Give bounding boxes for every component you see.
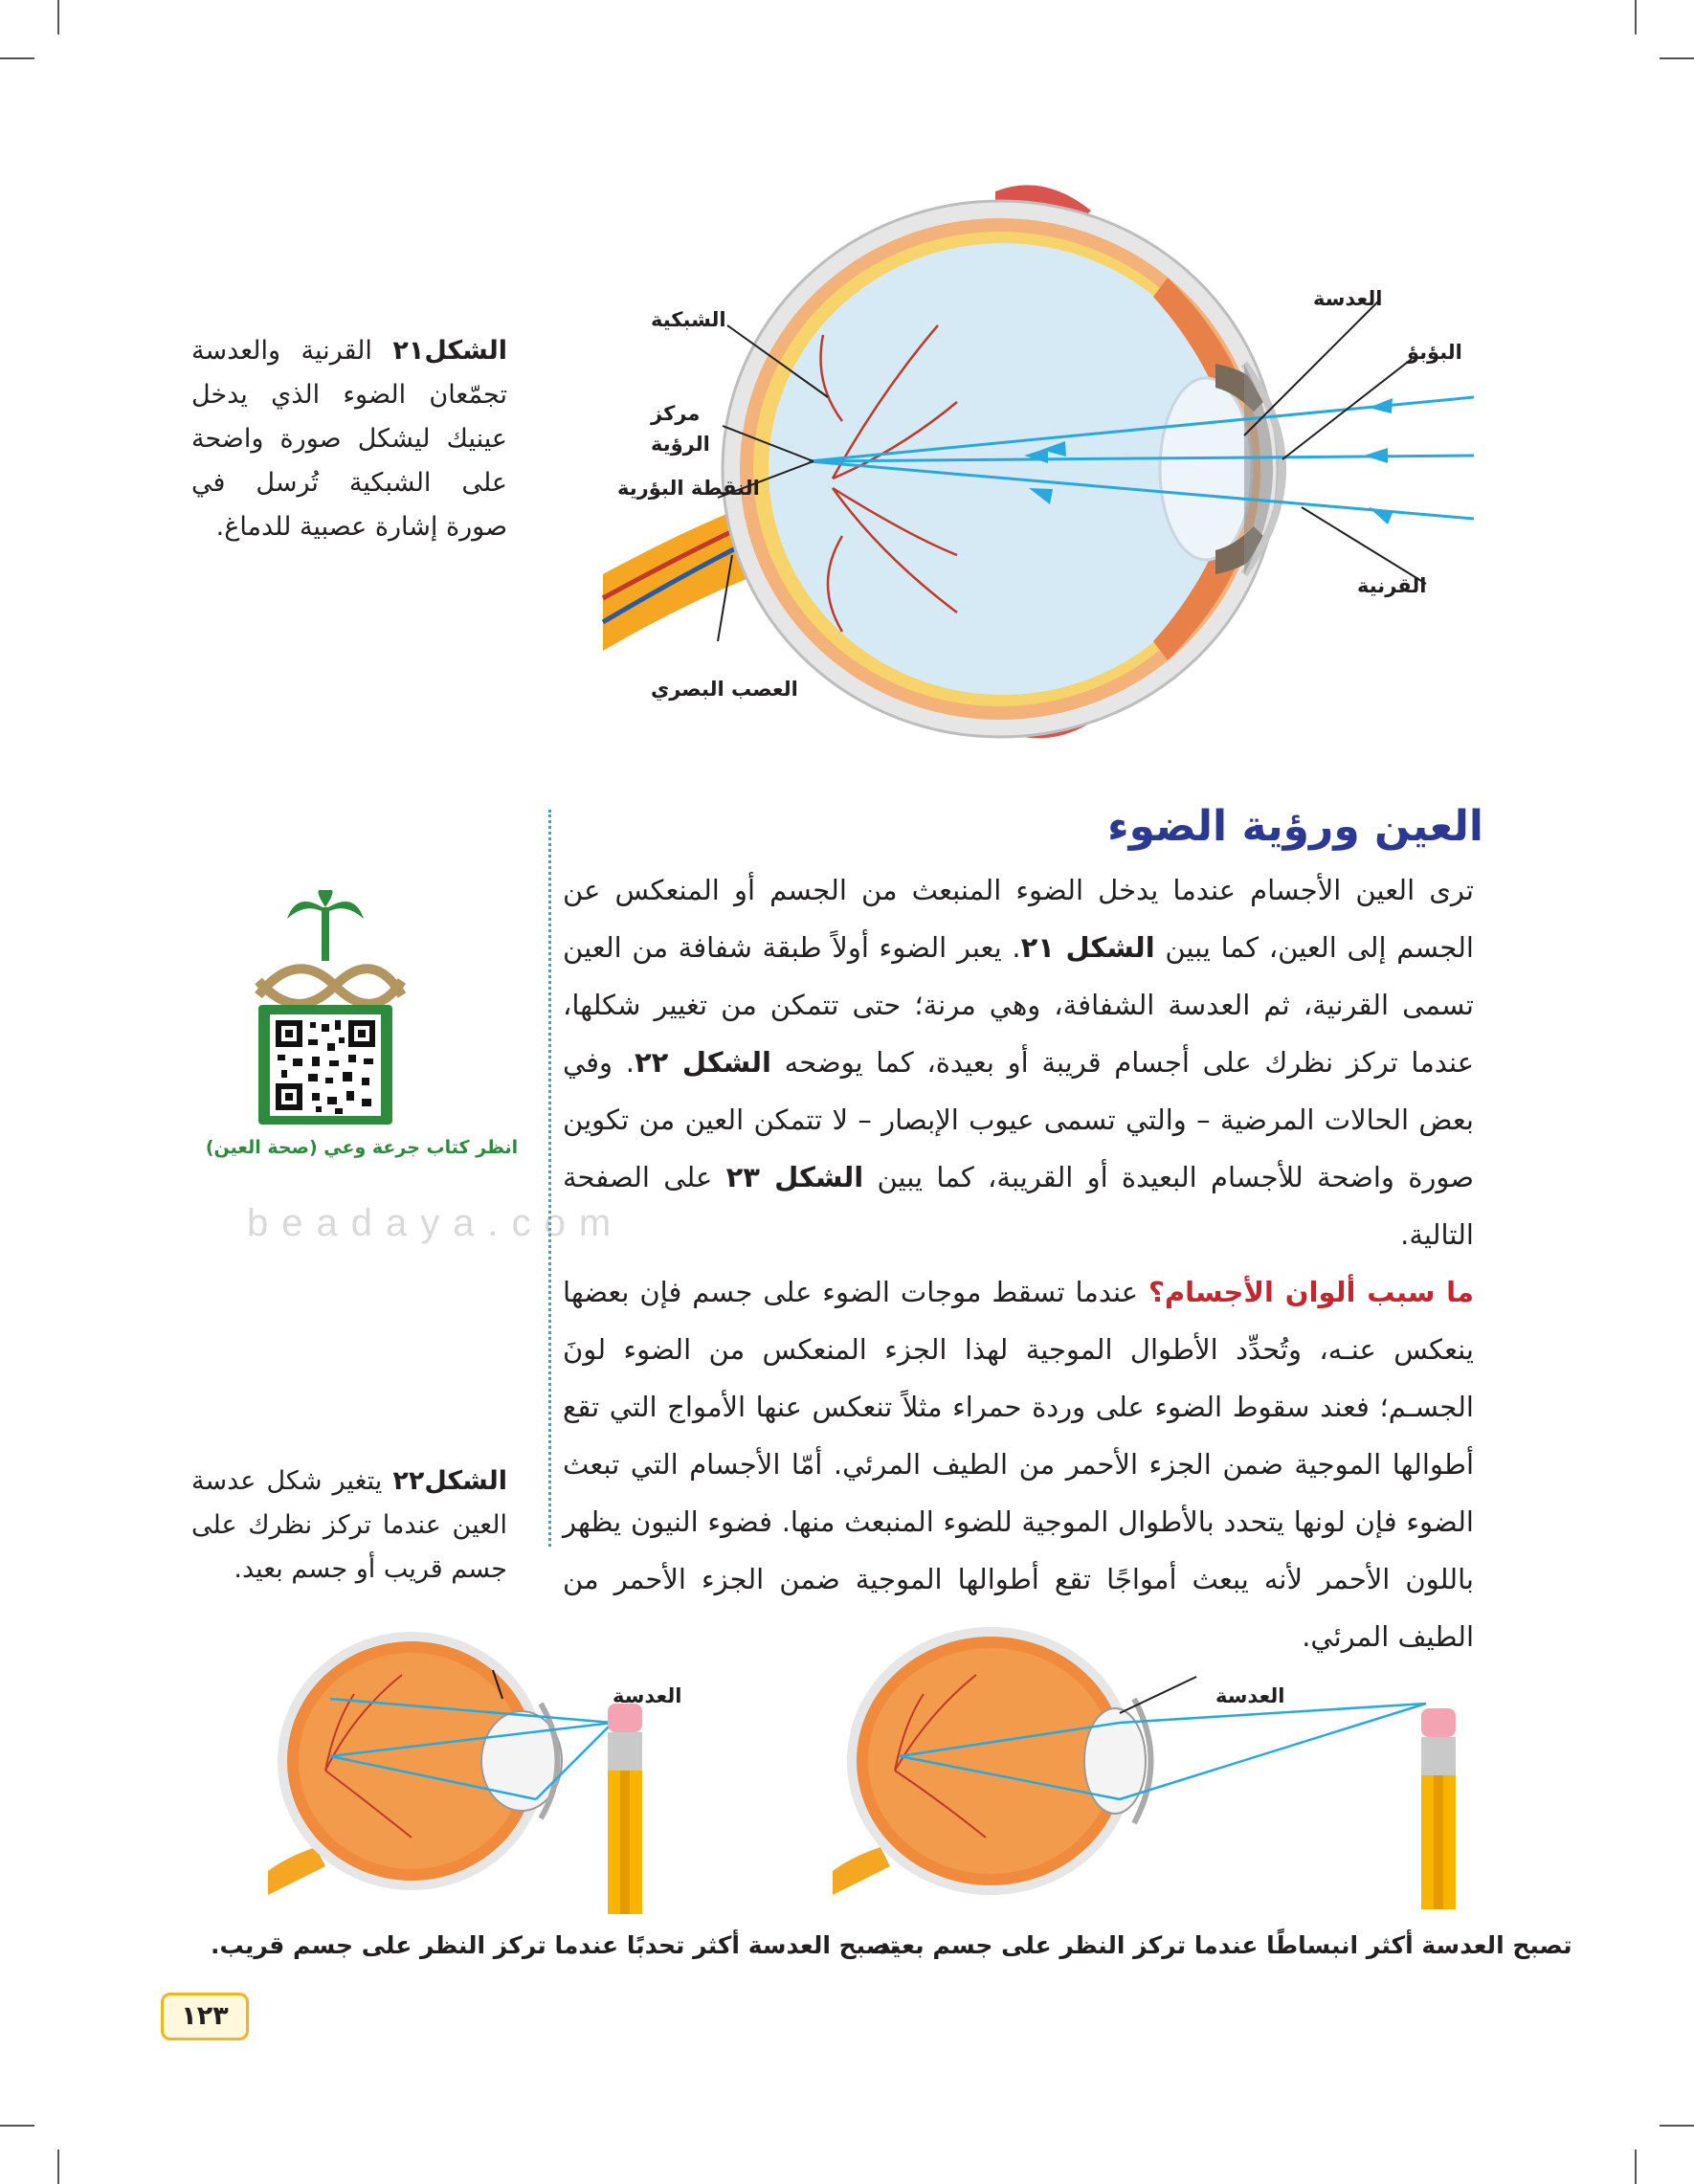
- crop-mark: [0, 2125, 34, 2127]
- section-title: العين ورؤية الضوء: [1107, 802, 1483, 851]
- figure-22-text: يتغير شكل عدسة العين عندما تركز نظرك على جسم قريب أو جسم بعيد.: [191, 1466, 507, 1584]
- label-fovea-2: الرؤية: [651, 433, 710, 456]
- caption-near: تصبح العدسة أكثر تحدبًا عندما تركز النظر على جسم قريب.: [211, 1931, 899, 1959]
- section-body: [563, 861, 1474, 1665]
- eye-diagram-far: [833, 1608, 1464, 1914]
- label-lens: العدسة: [1313, 287, 1383, 310]
- health-logo-qr: [239, 890, 412, 1129]
- page-number: ١٢٣: [161, 1993, 249, 2040]
- label-lens-far: العدسة: [1215, 1684, 1285, 1707]
- figure-21-label: الشكل٢١: [392, 336, 507, 366]
- watermark: beadaya.com: [247, 1202, 625, 1244]
- paragraph-2-text: عندما تسقط موجات الضوء على جسم فإن بعضها ينعكس عنـه، وتُحدِّد الأطوال الموجية لهذا الجزء المنعكس من الضوء لونَ الجسـم؛ فعند سقوط الضوء على وردة حمراء مثلاً تنعكس عنها الأمواج التي تقع أطوالها الموجية ضمن الجزء الأحمر من الطيف المرئي. أمّا الأجسام التي تبعث الضوء فإن لونها يتحدد بالأطوال الموجية للضوء المنبعث منها. فضوء النيون يظهر باللون الأحمر لأنه يبعث أمواجًا تقع أطوالها الموجية ضمن الجزء الأحمر من الطيف المرئي.: [563, 1276, 1474, 1653]
- crop-mark: [0, 57, 34, 59]
- pencil-icon: [1421, 1708, 1456, 1909]
- paragraph-1-part: ترى العين الأجسام عندما يدخل الضوء المنبعث من الجسم أو المنعكس عن الجسم إلى العين، كما يبين: [563, 874, 1474, 964]
- label-focal-point: النقطة البؤرية: [617, 477, 760, 500]
- palm-icon: [287, 890, 364, 961]
- crop-mark: [57, 0, 59, 34]
- paragraph-1-part: . يعبر الضوء أولاً طبقة شفافة من العين تسمى القرنية، ثم العدسة الشفافة، وهي مرنة؛ حتى تتمكن من تغيير شكلها، عندما تركز نظرك على أجسام قريبة أو بعيدة، كما يوضحه: [563, 931, 1474, 1079]
- question-heading: ما سبب ألوان الأجسام؟: [1148, 1276, 1474, 1308]
- label-optic-nerve: العصب البصري: [651, 678, 798, 701]
- figure-21-caption: [191, 329, 507, 549]
- paragraph-1-part: على الصفحة التالية.: [563, 1161, 1474, 1251]
- eye-diagram-near: [268, 1608, 689, 1914]
- label-fovea-1: مركز: [651, 402, 701, 425]
- label-lens-near: العدسة: [613, 1684, 682, 1707]
- figure-21-text: القرنية والعدسة تجمّعان الضوء الذي يدخل عينيك ليشكل صورة واضحة على الشبكية تُرسل في صورة إشارة عصبية للدماغ.: [191, 336, 507, 542]
- crop-mark: [1635, 2150, 1637, 2184]
- crop-mark: [1660, 57, 1694, 59]
- eye-diagram-main: [593, 172, 1474, 766]
- label-retina: الشبكية: [651, 308, 726, 331]
- pencil-icon: [608, 1704, 642, 1914]
- paragraph-2: [563, 1263, 1474, 1665]
- figure-ref-23: الشكل ٢٣: [725, 1161, 864, 1193]
- figure-ref-21: الشكل ٢١: [1020, 931, 1155, 964]
- label-cornea: القرنية: [1357, 574, 1427, 597]
- paragraph-1: [563, 861, 1474, 1263]
- figure-22-caption: [191, 1460, 507, 1592]
- qr-caption: انظر كتاب جرعة وعي (صحة العين): [205, 1137, 519, 1158]
- figure-ref-22: الشكل ٢٢: [634, 1046, 771, 1079]
- label-pupil: البؤبؤ: [1407, 341, 1462, 364]
- column-divider: [548, 810, 551, 1547]
- figure-22-label: الشكل٢٢: [392, 1466, 507, 1496]
- crop-mark: [1635, 0, 1637, 34]
- crop-mark: [1660, 2125, 1694, 2127]
- crop-mark: [57, 2150, 59, 2184]
- lens: [1160, 378, 1252, 560]
- paragraph-1-part: . وفي بعض الحالات المرضية – والتي تسمى عيوب الإبصار – لا تتمكن العين من تكوين صورة واضحة للأجسام البعيدة أو القريبة، كما يبين: [563, 1046, 1474, 1193]
- caption-far: تصبح العدسة أكثر انبساطًا عندما تركز النظر على جسم بعيد.: [869, 1931, 1572, 1959]
